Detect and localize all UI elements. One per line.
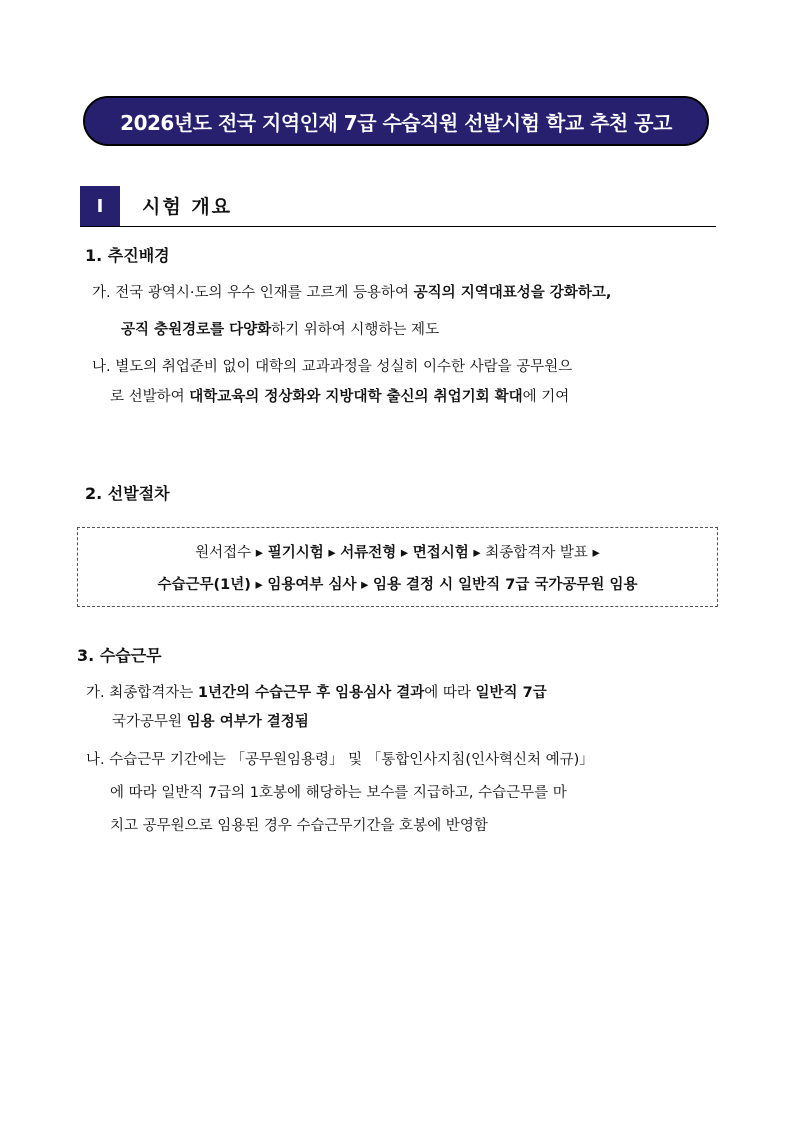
probation-item-ga-line2 — [112, 712, 309, 732]
arrow-icon: ▸ — [250, 577, 268, 593]
item-marker: 나. — [86, 752, 105, 768]
text-bold: 1년간의 수습근무 후 임용심사 결과 — [197, 685, 425, 701]
text-bold: 공직의 지역대표성을 강화하고, — [413, 285, 612, 301]
text-plain: 에 기여 — [522, 389, 570, 405]
item-marker: 가. — [92, 285, 111, 301]
item-marker: 나. — [92, 359, 111, 375]
arrow-icon: ▸ — [251, 545, 268, 561]
text-bold: 임용 여부가 결정됨 — [186, 714, 309, 730]
procedure-step: 임용 결정 시 일반직 7급 국가공무원 임용 — [372, 577, 638, 593]
probation-item-na-line2: 에 따라 일반직 7급의 1호봉에 해당하는 보수를 지급하고, 수습근무를 마 — [110, 785, 567, 801]
subsection-heading-background: 1. 추진배경 — [85, 246, 170, 265]
probation-item-ga-line1 — [86, 683, 547, 703]
subsection-heading-probation: 3. 수습근무 — [77, 646, 162, 665]
document-title: 2026년도 전국 지역인재 7급 수습직원 선발시험 학교 추천 공고 — [120, 110, 672, 135]
procedure-step: 필기시험 — [267, 545, 324, 561]
procedure-step: 면접시험 — [412, 545, 469, 561]
probation-item-na-line1 — [86, 750, 594, 770]
background-item-na-line1 — [92, 357, 572, 377]
procedure-step: 수습근무(1년) — [157, 577, 251, 593]
procedure-step: 원서접수 — [195, 545, 252, 561]
section-title: 시험 개요 — [142, 196, 233, 218]
procedure-flow-box — [77, 527, 718, 607]
section-header — [80, 186, 716, 227]
text-plain: 전국 광역시·도의 우수 인재를 고르게 등용하여 — [115, 285, 414, 301]
probation-item-na-line3: 치고 공무원으로 임용된 경우 수습근무기간을 호봉에 반영함 — [110, 818, 488, 834]
text-plain: 로 선발하여 — [110, 389, 190, 405]
section-number: I — [80, 186, 120, 226]
text-plain: 별도의 취업준비 없이 대학의 교과과정을 성실히 이수한 사람을 공무원으 — [115, 359, 573, 375]
background-item-na-line2 — [110, 387, 569, 407]
item-marker: 가. — [86, 685, 105, 701]
procedure-flow-line1 — [78, 541, 717, 562]
text-bold: 공직 충원경로를 다양화 — [121, 322, 272, 338]
procedure-step: 서류전형 — [340, 545, 397, 561]
text-bold: 대학교육의 정상화와 지방대학 출신의 취업기회 확대 — [189, 389, 523, 405]
arrow-icon: ▸ — [468, 545, 486, 561]
document-title-banner — [83, 96, 709, 146]
text-plain: 에 따라 — [424, 685, 476, 701]
text-plain: 수습근무 기간에는 「공무원임용령」 및 「통합인사지침(인사혁신처 예규)」 — [109, 752, 594, 768]
arrow-icon: ▸ — [323, 545, 341, 561]
text-plain: 하기 위하여 시행하는 제도 — [271, 322, 440, 338]
procedure-step: 임용여부 심사 — [267, 577, 357, 593]
background-item-ga-line2 — [121, 320, 439, 340]
procedure-flow-line2 — [78, 573, 717, 594]
background-item-ga-line1 — [92, 283, 611, 303]
text-plain: 최종합격자는 — [109, 685, 198, 701]
arrow-icon: ▸ — [356, 577, 373, 593]
text-bold: 일반직 7급 — [475, 685, 547, 701]
subsection-heading-procedure: 2. 선발절차 — [85, 484, 170, 503]
arrow-icon: ▸ — [396, 545, 413, 561]
text-plain: 국가공무원 — [112, 714, 187, 730]
procedure-step: 최종합격자 발표 — [485, 545, 588, 561]
arrow-icon: ▸ — [587, 545, 600, 561]
